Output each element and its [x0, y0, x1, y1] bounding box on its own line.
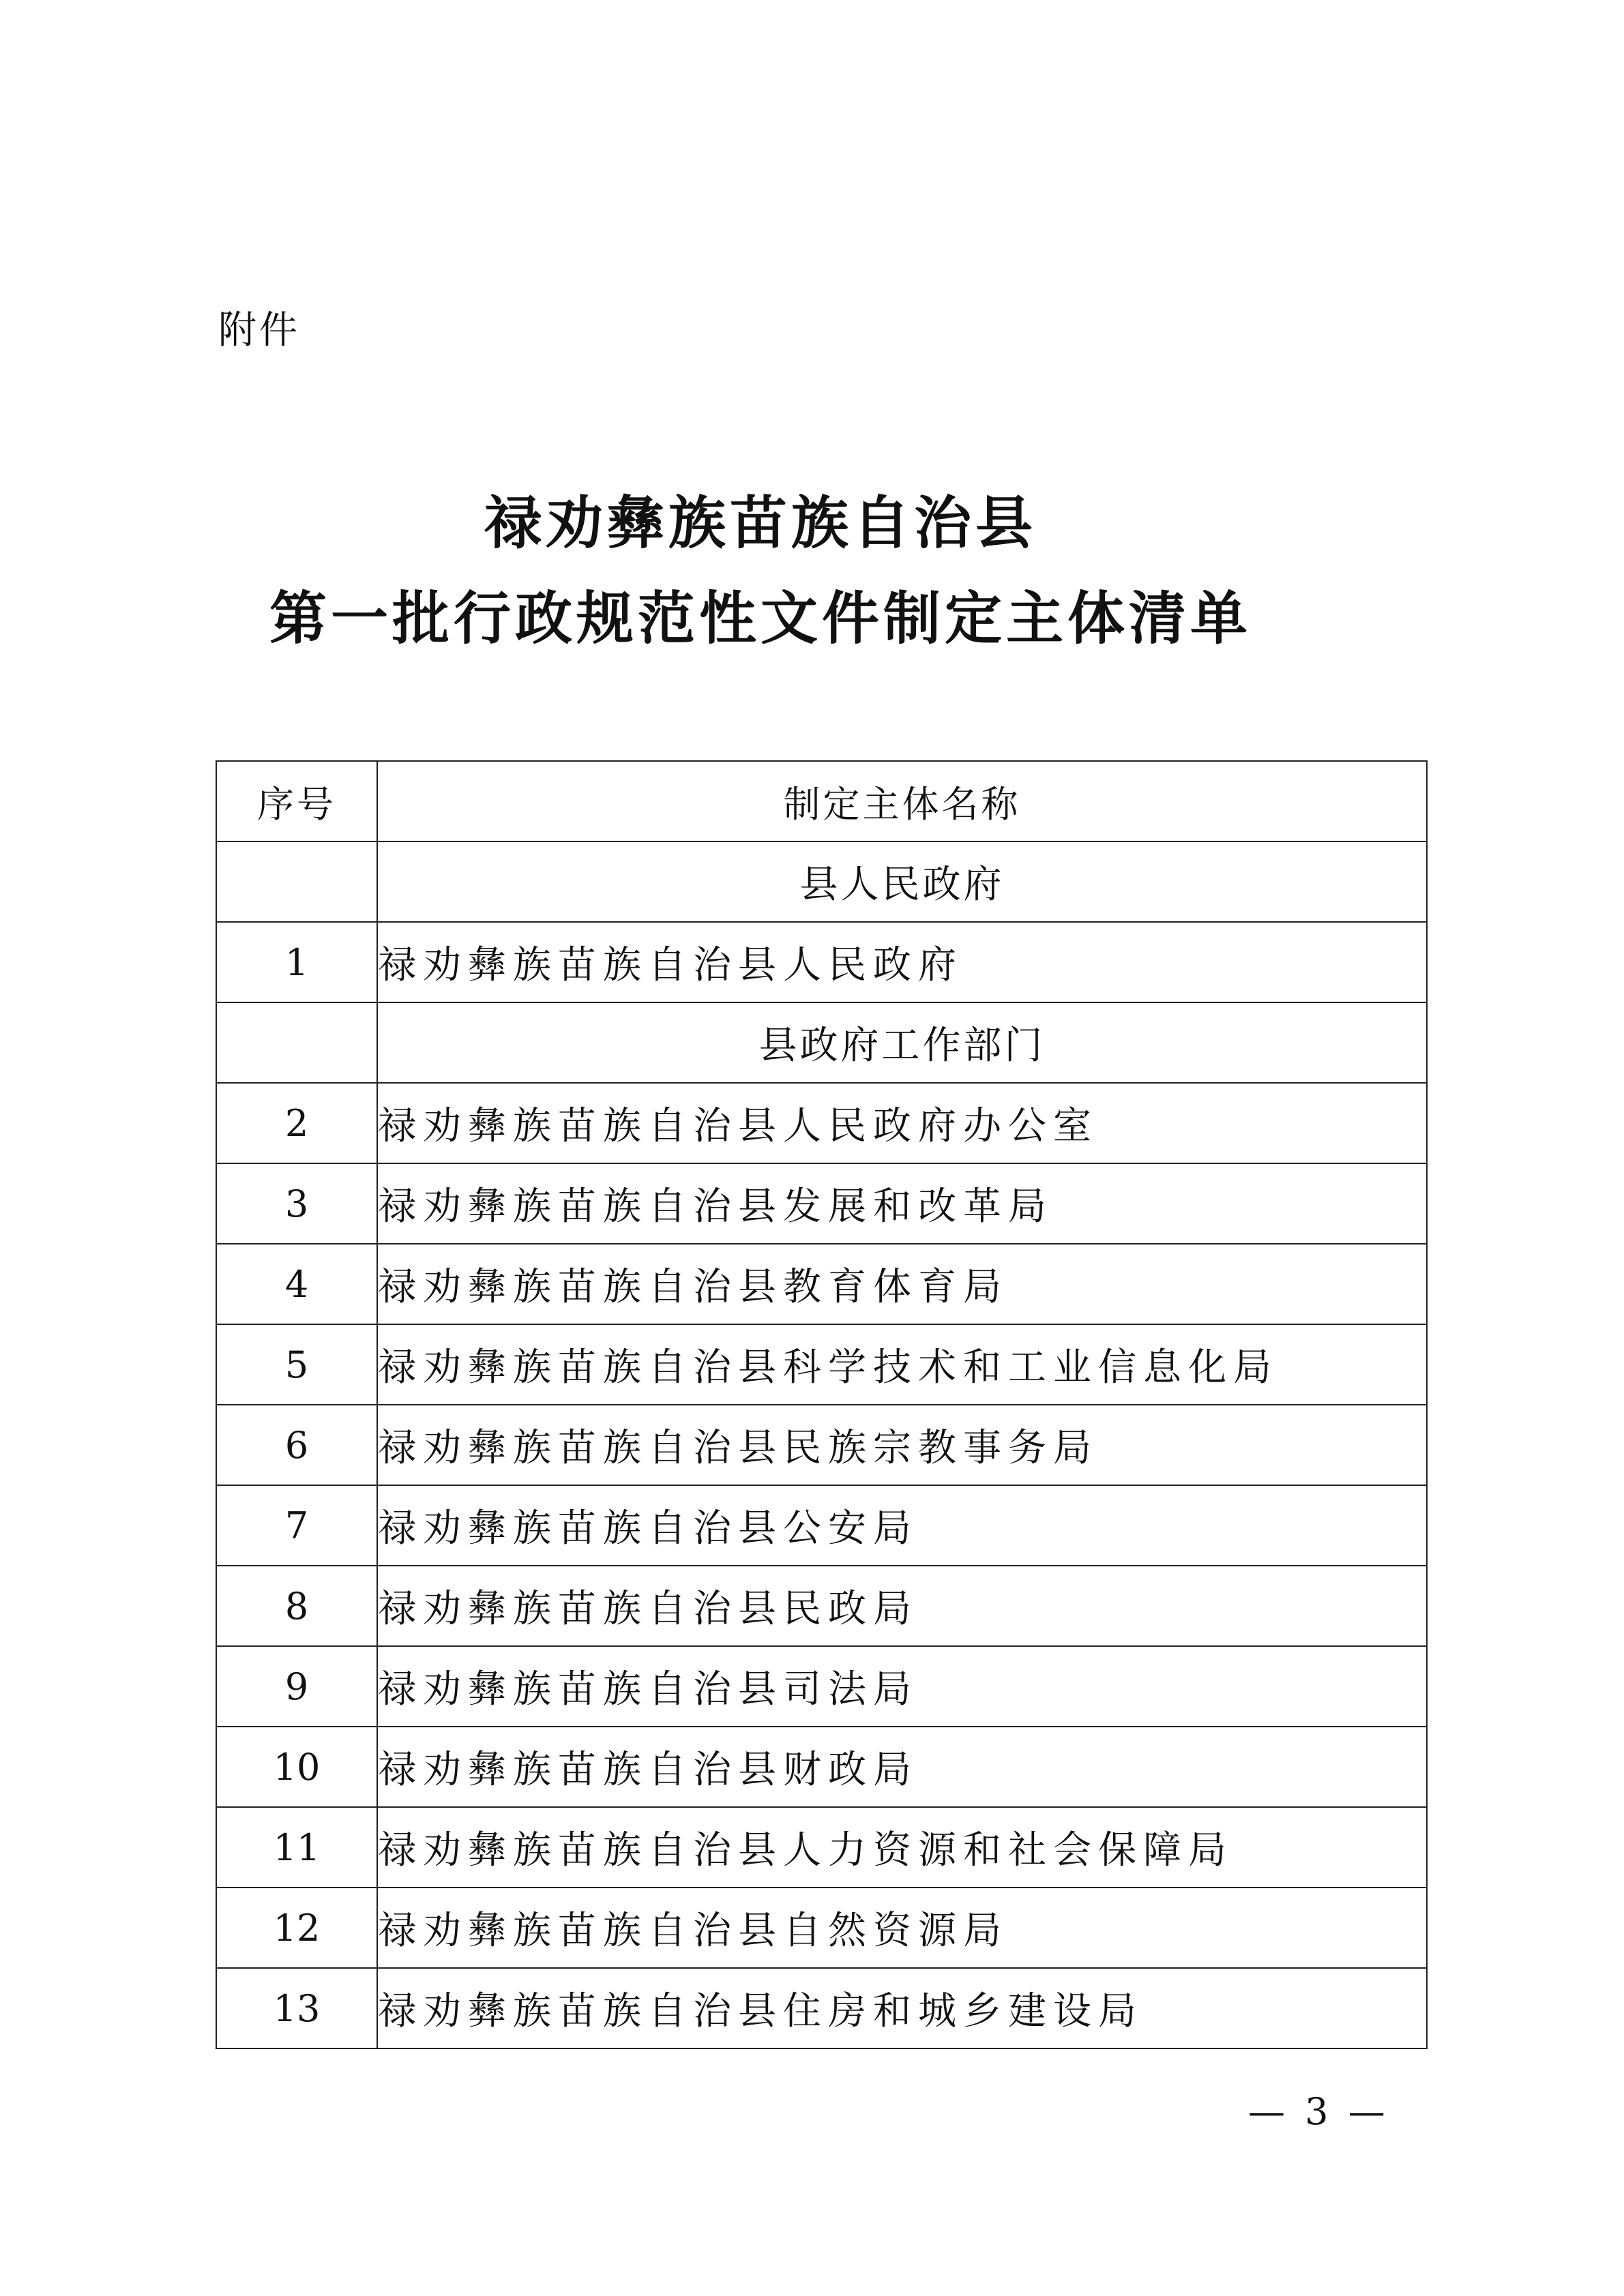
- row-entity-name: 禄劝彝族苗族自治县科学技术和工业信息化局: [377, 1324, 1427, 1405]
- row-seq: 7: [216, 1485, 377, 1566]
- table-row: [216, 1405, 1427, 1485]
- row-seq: 12: [216, 1888, 377, 1968]
- row-entity-name: 禄劝彝族苗族自治县自然资源局: [377, 1888, 1427, 1968]
- row-entity-name: 禄劝彝族苗族自治县教育体育局: [377, 1244, 1427, 1324]
- row-entity-name: 禄劝彝族苗族自治县司法局: [377, 1646, 1427, 1727]
- header-seq: 序号: [216, 761, 377, 841]
- table-row: [216, 1727, 1427, 1807]
- section-heading: 县人民政府: [377, 841, 1427, 922]
- row-seq: 10: [216, 1727, 377, 1807]
- row-seq: [216, 841, 377, 922]
- header-name: 制定主体名称: [377, 761, 1427, 841]
- row-entity-name: 禄劝彝族苗族自治县民政局: [377, 1566, 1427, 1646]
- table-row: [216, 1485, 1427, 1566]
- row-seq: 13: [216, 1968, 377, 2048]
- section-heading: 县政府工作部门: [377, 1002, 1427, 1083]
- row-seq: [216, 1002, 377, 1083]
- row-seq: 2: [216, 1083, 377, 1163]
- table-row-section: [216, 1002, 1427, 1083]
- table-row: [216, 1244, 1427, 1324]
- row-entity-name: 禄劝彝族苗族自治县财政局: [377, 1727, 1427, 1807]
- entity-list-table: [216, 760, 1428, 2049]
- row-entity-name: 禄劝彝族苗族自治县人民政府办公室: [377, 1083, 1427, 1163]
- table-row: [216, 922, 1427, 1002]
- page-number: — 3 —: [1248, 2090, 1389, 2133]
- document-title-line-2: 第一批行政规范性文件制定主体清单: [269, 584, 1252, 652]
- row-seq: 6: [216, 1405, 377, 1485]
- row-entity-name: 禄劝彝族苗族自治县发展和改革局: [377, 1163, 1427, 1244]
- table-row: [216, 1888, 1427, 1968]
- table-row: [216, 1968, 1427, 2048]
- row-seq: 4: [216, 1244, 377, 1324]
- table-row: [216, 1566, 1427, 1646]
- attachment-label: 附件: [218, 308, 300, 353]
- row-entity-name: 禄劝彝族苗族自治县住房和城乡建设局: [377, 1968, 1427, 2048]
- row-seq: 5: [216, 1324, 377, 1405]
- row-seq: 3: [216, 1163, 377, 1244]
- row-entity-name: 禄劝彝族苗族自治县民族宗教事务局: [377, 1405, 1427, 1485]
- row-entity-name: 禄劝彝族苗族自治县公安局: [377, 1485, 1427, 1566]
- row-seq: 9: [216, 1646, 377, 1727]
- table-row: [216, 1083, 1427, 1163]
- table-row: [216, 1646, 1427, 1727]
- document-title-line-1: 禄劝彝族苗族自治县: [484, 489, 1037, 556]
- row-seq: 11: [216, 1807, 377, 1888]
- table-row: [216, 1807, 1427, 1888]
- table-row: [216, 1324, 1427, 1405]
- table-row-section: [216, 841, 1427, 922]
- table-header-row: [216, 761, 1427, 841]
- row-seq: 8: [216, 1566, 377, 1646]
- row-entity-name: 禄劝彝族苗族自治县人民政府: [377, 922, 1427, 1002]
- row-entity-name: 禄劝彝族苗族自治县人力资源和社会保障局: [377, 1807, 1427, 1888]
- table-row: [216, 1163, 1427, 1244]
- row-seq: 1: [216, 922, 377, 1002]
